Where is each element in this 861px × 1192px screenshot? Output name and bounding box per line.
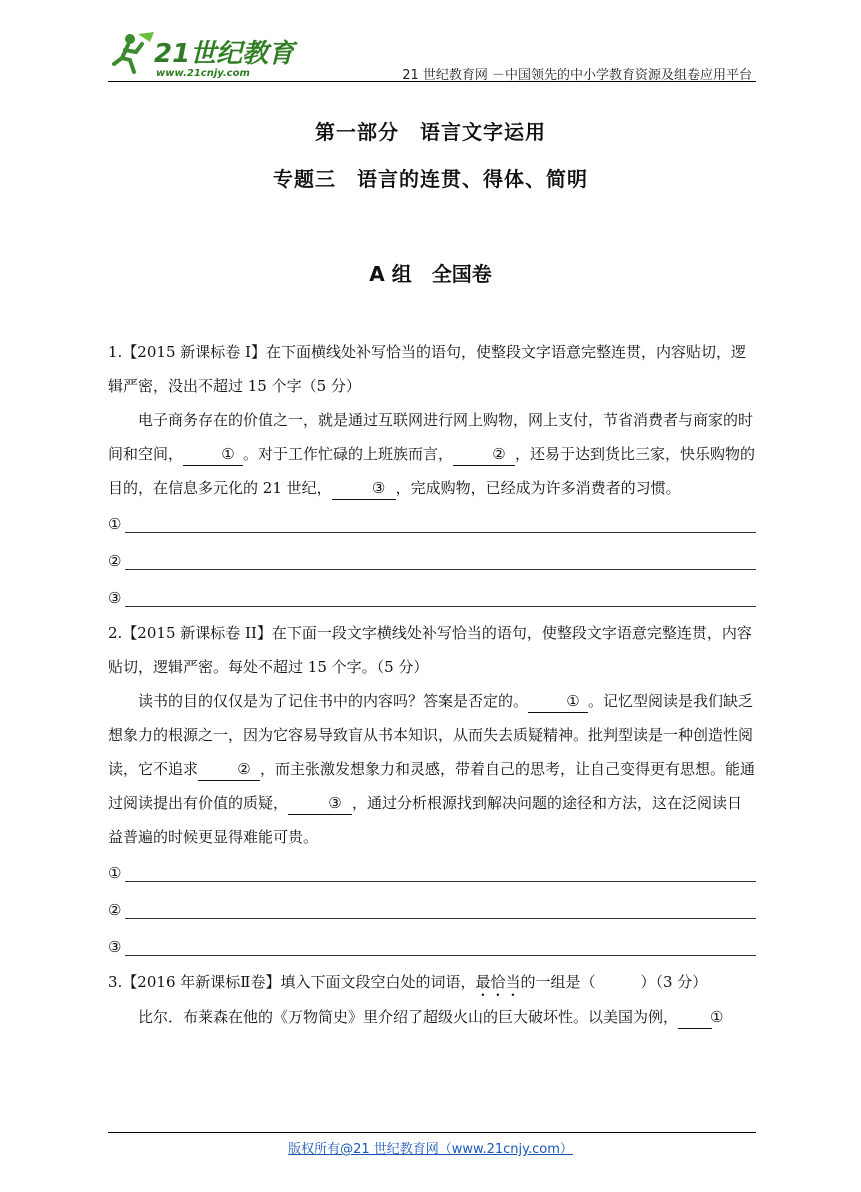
- q2-text-d: ，通过分析根源找到解决问题的途径和方法，这在泛阅读日益普遍的时候更显得难能可贵。: [108, 794, 743, 846]
- q3-blank-1[interactable]: ①: [678, 1006, 712, 1029]
- answer-marker: ③: [108, 938, 122, 956]
- q3-text-a: 比尔．布莱森在他的《万物简史》里介绍了超级火山的巨大破坏性。以美国为例，: [138, 1008, 679, 1026]
- page-header: [108, 30, 756, 82]
- q1-blank-3[interactable]: ③: [332, 477, 396, 500]
- q1-text-a: 电子商务存在的价值之一，就是通过互联网进行网上购物，网上支付，节省消费者与商家的时间和空间，: [108, 411, 754, 463]
- q2-blank-3[interactable]: ③: [288, 792, 352, 815]
- q3-emphasis: 最恰当: [475, 973, 521, 991]
- q2-answer-line-2[interactable]: [108, 891, 756, 928]
- header-tagline: 21 世纪教育网 －中国领先的中小学教育资源及组卷应用平台: [402, 68, 752, 83]
- q2-blank-2[interactable]: ②: [198, 758, 260, 781]
- logo-url: www.21cnjy.com: [156, 68, 250, 79]
- q1-text-c: ，还易于达到货比三家，快乐购物的目的，在信息多元化的 21 世纪，: [108, 445, 756, 497]
- q3-stem-b: 的一组是（ ）（3 分）: [520, 973, 708, 991]
- site-logo[interactable]: [108, 30, 298, 80]
- topic-title: 专题三 语言的连贯、得体、简明: [273, 167, 588, 191]
- q1-answer-line-1[interactable]: [108, 505, 756, 542]
- q1-blank-2[interactable]: ②: [453, 443, 515, 466]
- q2-text-b: 。记忆型阅读是我们缺乏想象力的根源之一，因为它容易导致盲从书本知识，从而失去质疑精神。批判型读是一种创造性阅读，它不追求: [108, 692, 754, 778]
- footer-divider: [108, 1132, 756, 1133]
- q2-passage: [108, 684, 756, 854]
- q1-text-d: ，完成购物，已经成为许多消费者的习惯。: [395, 479, 681, 497]
- footer-copyright-link[interactable]: 版权所有@21 世纪教育网（www.21cnjy.com）: [288, 1142, 573, 1157]
- answer-marker: ③: [108, 589, 122, 607]
- group-title: A 组 全国卷: [369, 262, 492, 286]
- header-divider: [108, 81, 756, 82]
- answer-marker: ①: [108, 864, 122, 882]
- q2-answer-line-1[interactable]: [108, 854, 756, 891]
- q2-blank-1[interactable]: ①: [528, 690, 588, 713]
- q3-stem-a: 3.【2016 年新课标Ⅱ卷】填入下面文段空白处的词语，: [108, 973, 476, 991]
- runner-logo-icon: [108, 30, 298, 80]
- logo-text: 21世纪教育: [154, 39, 295, 69]
- answer-marker: ①: [108, 515, 122, 533]
- part-title: 第一部分 语言文字运用: [315, 120, 546, 144]
- q1-answer-line-3[interactable]: [108, 579, 756, 616]
- q1-passage: [108, 403, 756, 505]
- q2-text-c: ，而主张激发想象力和灵感，带着自己的思考，让自己变得更有思想。能通过阅读提出有价值的质疑，: [108, 760, 756, 812]
- q2-text-a: 读书的目的仅仅是为了记住书中的内容吗？答案是否定的。: [138, 692, 529, 710]
- question-list: [108, 335, 756, 1034]
- answer-marker: ②: [108, 901, 122, 919]
- q1-answer-line-2[interactable]: [108, 542, 756, 579]
- answer-marker: ②: [108, 552, 122, 570]
- q3-passage: [108, 1000, 756, 1034]
- q1-text-b: 。对于工作忙碌的上班族而言，: [243, 445, 454, 463]
- q1-blank-1[interactable]: ①: [183, 443, 243, 466]
- q2-stem: 2.【2015 新课标卷 II】在下面一段文字横线处补写恰当的语句，使整段文字语意完整连贯，内容贴切，逻辑严密。每处不超过 15 个字。（5 分）: [108, 624, 752, 676]
- q2-answer-line-3[interactable]: [108, 928, 756, 965]
- q1-stem: 1.【2015 新课标卷 I】在下面横线处补写恰当的语句，使整段文字语意完整连贯，内容贴切，逻辑严密，没出不超过 15 个字（5 分）: [108, 343, 746, 395]
- q3-stem: [108, 965, 756, 1000]
